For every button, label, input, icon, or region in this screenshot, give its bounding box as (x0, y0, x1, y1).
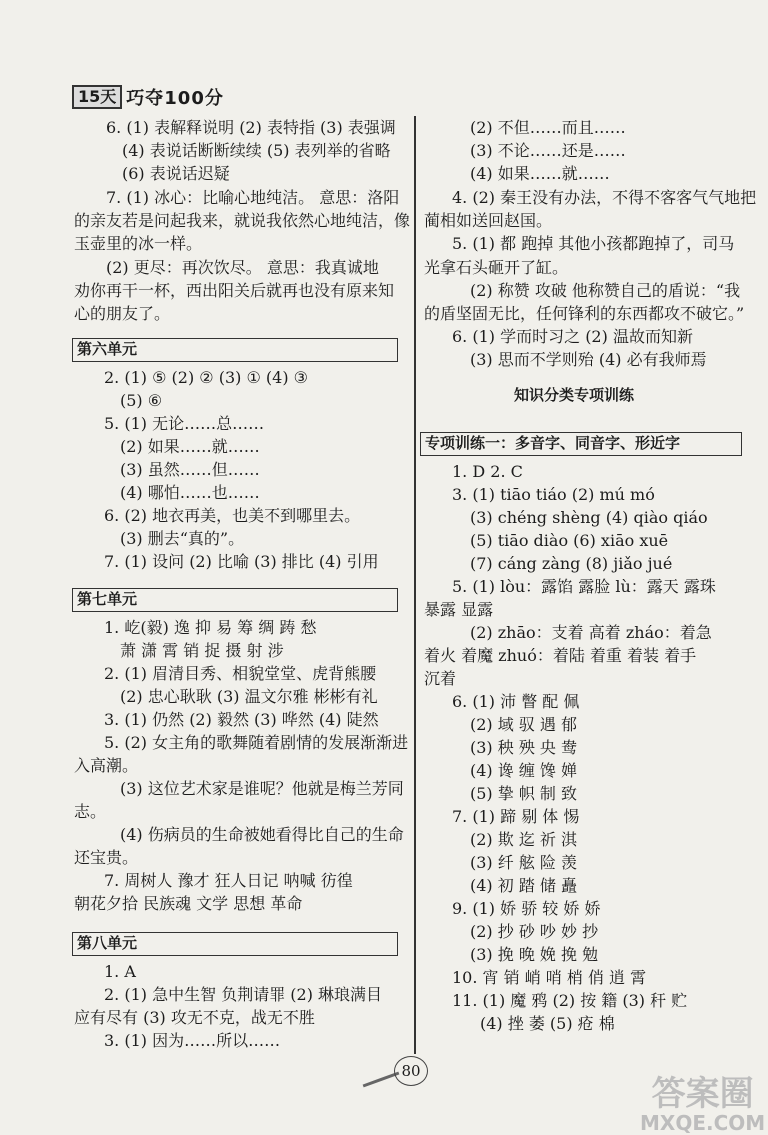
answer-line: 光拿石头砸开了缸。 (424, 258, 569, 277)
answer-line: 的盾坚固无比，任何锋利的东西都攻不破它。” (424, 304, 745, 323)
section-headline: 知识分类专项训练 (514, 386, 635, 404)
answer-line: (4) 挫 萎 (5) 疮 棉 (480, 1014, 615, 1033)
answer-line: 9. (1) 娇 骄 较 娇 娇 (452, 899, 601, 918)
answer-line: (2) 抄 砂 吵 妙 抄 (470, 922, 599, 941)
book-title: 巧夺100分 (126, 88, 224, 109)
answer-line: (4) 谗 缠 馋 婵 (470, 761, 578, 780)
answer-line: 1. D 2. C (452, 462, 523, 481)
answer-line: (3) 虽然……但…… (120, 460, 260, 479)
answer-line: (2) 称赞 攻破 他称赞自己的盾说：“我 (470, 281, 741, 300)
answer-line: 萧 潇 霄 销 捉 摄 射 涉 (120, 641, 284, 660)
answer-line: 11. (1) 魔 鸦 (2) 按 籍 (3) 秆 贮 (452, 991, 688, 1010)
answer-line: 5. (1) 都 跑掉 其他小孩都跑掉了，司马 (452, 234, 735, 253)
answer-line: 7. 周树人 豫才 狂人日记 呐喊 彷徨 (104, 871, 353, 890)
answer-line: 玉壶里的冰一样。 (74, 234, 203, 253)
answer-line: 入高潮。 (74, 756, 139, 775)
answer-line: 3. (1) tiāo tiáo (2) mú mó (452, 485, 655, 504)
answer-line: (3) 不论……还是…… (470, 141, 626, 160)
answer-line: (3) 秧 殃 央 鸯 (470, 738, 578, 757)
answer-line: (3) 思而不学则殆 (4) 必有我师焉 (470, 350, 707, 369)
answer-line: (4) 伤病员的生命被她看得比自己的生命 (120, 825, 404, 844)
answer-line: (2) 不但……而且…… (470, 118, 626, 137)
watermark-url: MXQE.COM (640, 1111, 766, 1135)
answer-line: (3) 纤 舷 险 羡 (470, 853, 578, 872)
answer-line: (5) 挚 帜 制 致 (470, 784, 578, 803)
answer-line: (5) ⑥ (120, 391, 163, 410)
answer-line: 2. (1) 眉清目秀、相貌堂堂、虎背熊腰 (104, 664, 377, 683)
answer-line: 还宝贵。 (74, 848, 139, 867)
page-number: 80 (394, 1056, 428, 1086)
answer-line: 志。 (74, 802, 107, 821)
answer-line: (4) 如果……就…… (470, 164, 610, 183)
answer-line: 6. (2) 地衣再美，也美不到哪里去。 (104, 506, 361, 525)
logo-badge: 15天 (72, 85, 122, 109)
answer-line: 的亲友若是问起我来，就说我依然心地纯洁，像 (74, 211, 411, 230)
answer-line: (3) 挽 晚 娩 挽 勉 (470, 945, 599, 964)
answer-line: 7. (1) 冰心：比喻心地纯洁。 意思：洛阳 (106, 188, 400, 207)
answer-line: 7. (1) 蹄 剔 体 惕 (452, 807, 580, 826)
answer-line: 心的朋友了。 (74, 304, 171, 323)
column-divider (414, 116, 416, 1054)
answer-line: 蔺相如送回赵国。 (424, 211, 553, 230)
answer-line: 6. (1) 沛 瞥 配 佩 (452, 692, 580, 711)
answer-line: (7) cáng zàng (8) jiǎo jué (470, 554, 673, 573)
answer-line: 4. (2) 秦王没有办法，不得不客客气气地把 (452, 188, 757, 207)
answer-line: (4) 初 踏 储 矗 (470, 876, 578, 895)
section-header-unit8: 第八单元 (72, 932, 398, 956)
answer-line: 应有尽有 (3) 攻无不克，战无不胜 (74, 1008, 315, 1027)
answer-line: (2) 更尽：再次饮尽。 意思：我真诚地 (106, 258, 379, 277)
answer-line: 沉着 (424, 669, 457, 688)
section-header-unit6: 第六单元 (72, 338, 398, 362)
answer-line: (4) 哪怕……也…… (120, 483, 260, 502)
answer-line: 3. (1) 仍然 (2) 毅然 (3) 哗然 (4) 陡然 (104, 710, 379, 729)
answer-line: 着火 着魔 zhuó：着陆 着重 着装 着手 (424, 646, 697, 665)
answer-line: (3) chéng shèng (4) qiào qiáo (470, 508, 708, 527)
answer-line: (3) 删去“真的”。 (120, 529, 245, 548)
answer-line: 1. 屹(毅) 逸 抑 易 筹 绸 踌 愁 (104, 618, 317, 637)
answer-line: 10. 宵 销 峭 哨 梢 俏 逍 霄 (452, 968, 647, 987)
answer-line: (2) 忠心耿耿 (3) 温文尔雅 彬彬有礼 (120, 687, 378, 706)
watermark (640, 1076, 765, 1134)
answer-line: (3) 这位艺术家是谁呢？他就是梅兰芳同 (120, 779, 404, 798)
answer-line: 暴露 显露 (424, 600, 494, 619)
answer-line: 2. (1) ⑤ (2) ② (3) ① (4) ③ (104, 368, 308, 387)
answer-line: (2) zhāo：支着 高着 zháo：着急 (470, 623, 712, 642)
answer-line: 2. (1) 急中生智 负荆请罪 (2) 琳琅满目 (104, 985, 383, 1004)
answer-line: 劝你再干一杯，西出阳关后就再也没有原来知 (74, 281, 395, 300)
answer-line: (2) 如果……就…… (120, 437, 260, 456)
section-header-unit7: 第七单元 (72, 588, 398, 612)
answer-line: (6) 表说话迟疑 (122, 164, 230, 183)
answer-line: (4) 表说话断断续续 (5) 表列举的省略 (122, 141, 391, 160)
answer-line: 7. (1) 设问 (2) 比喻 (3) 排比 (4) 引用 (104, 552, 379, 571)
answer-line: 6. (1) 表解释说明 (2) 表特指 (3) 表强调 (106, 118, 396, 137)
answer-line: (5) tiāo diào (6) xiāo xuē (470, 531, 669, 550)
answer-line: 6. (1) 学而时习之 (2) 温故而知新 (452, 327, 693, 346)
answer-line: (2) 域 驭 遇 郁 (470, 715, 578, 734)
answer-line: 3. (1) 因为……所以…… (104, 1031, 281, 1050)
header-logo (72, 84, 224, 110)
answer-line: 5. (1) 无论……总…… (104, 414, 265, 433)
answer-line: 朝花夕拾 民族魂 文学 思想 革命 (74, 894, 303, 913)
answer-line: 5. (2) 女主角的歌舞随着剧情的发展渐渐进 (104, 733, 409, 752)
answer-line: (2) 欺 迄 祈 淇 (470, 830, 578, 849)
answer-line: 5. (1) lòu：露馅 露脸 lù：露天 露珠 (452, 577, 716, 596)
section-header-training1: 专项训练一：多音字、同音字、形近字 (420, 432, 742, 456)
answer-line: 1. A (104, 962, 136, 981)
watermark-logo-text: 答案圈 (651, 1074, 754, 1114)
